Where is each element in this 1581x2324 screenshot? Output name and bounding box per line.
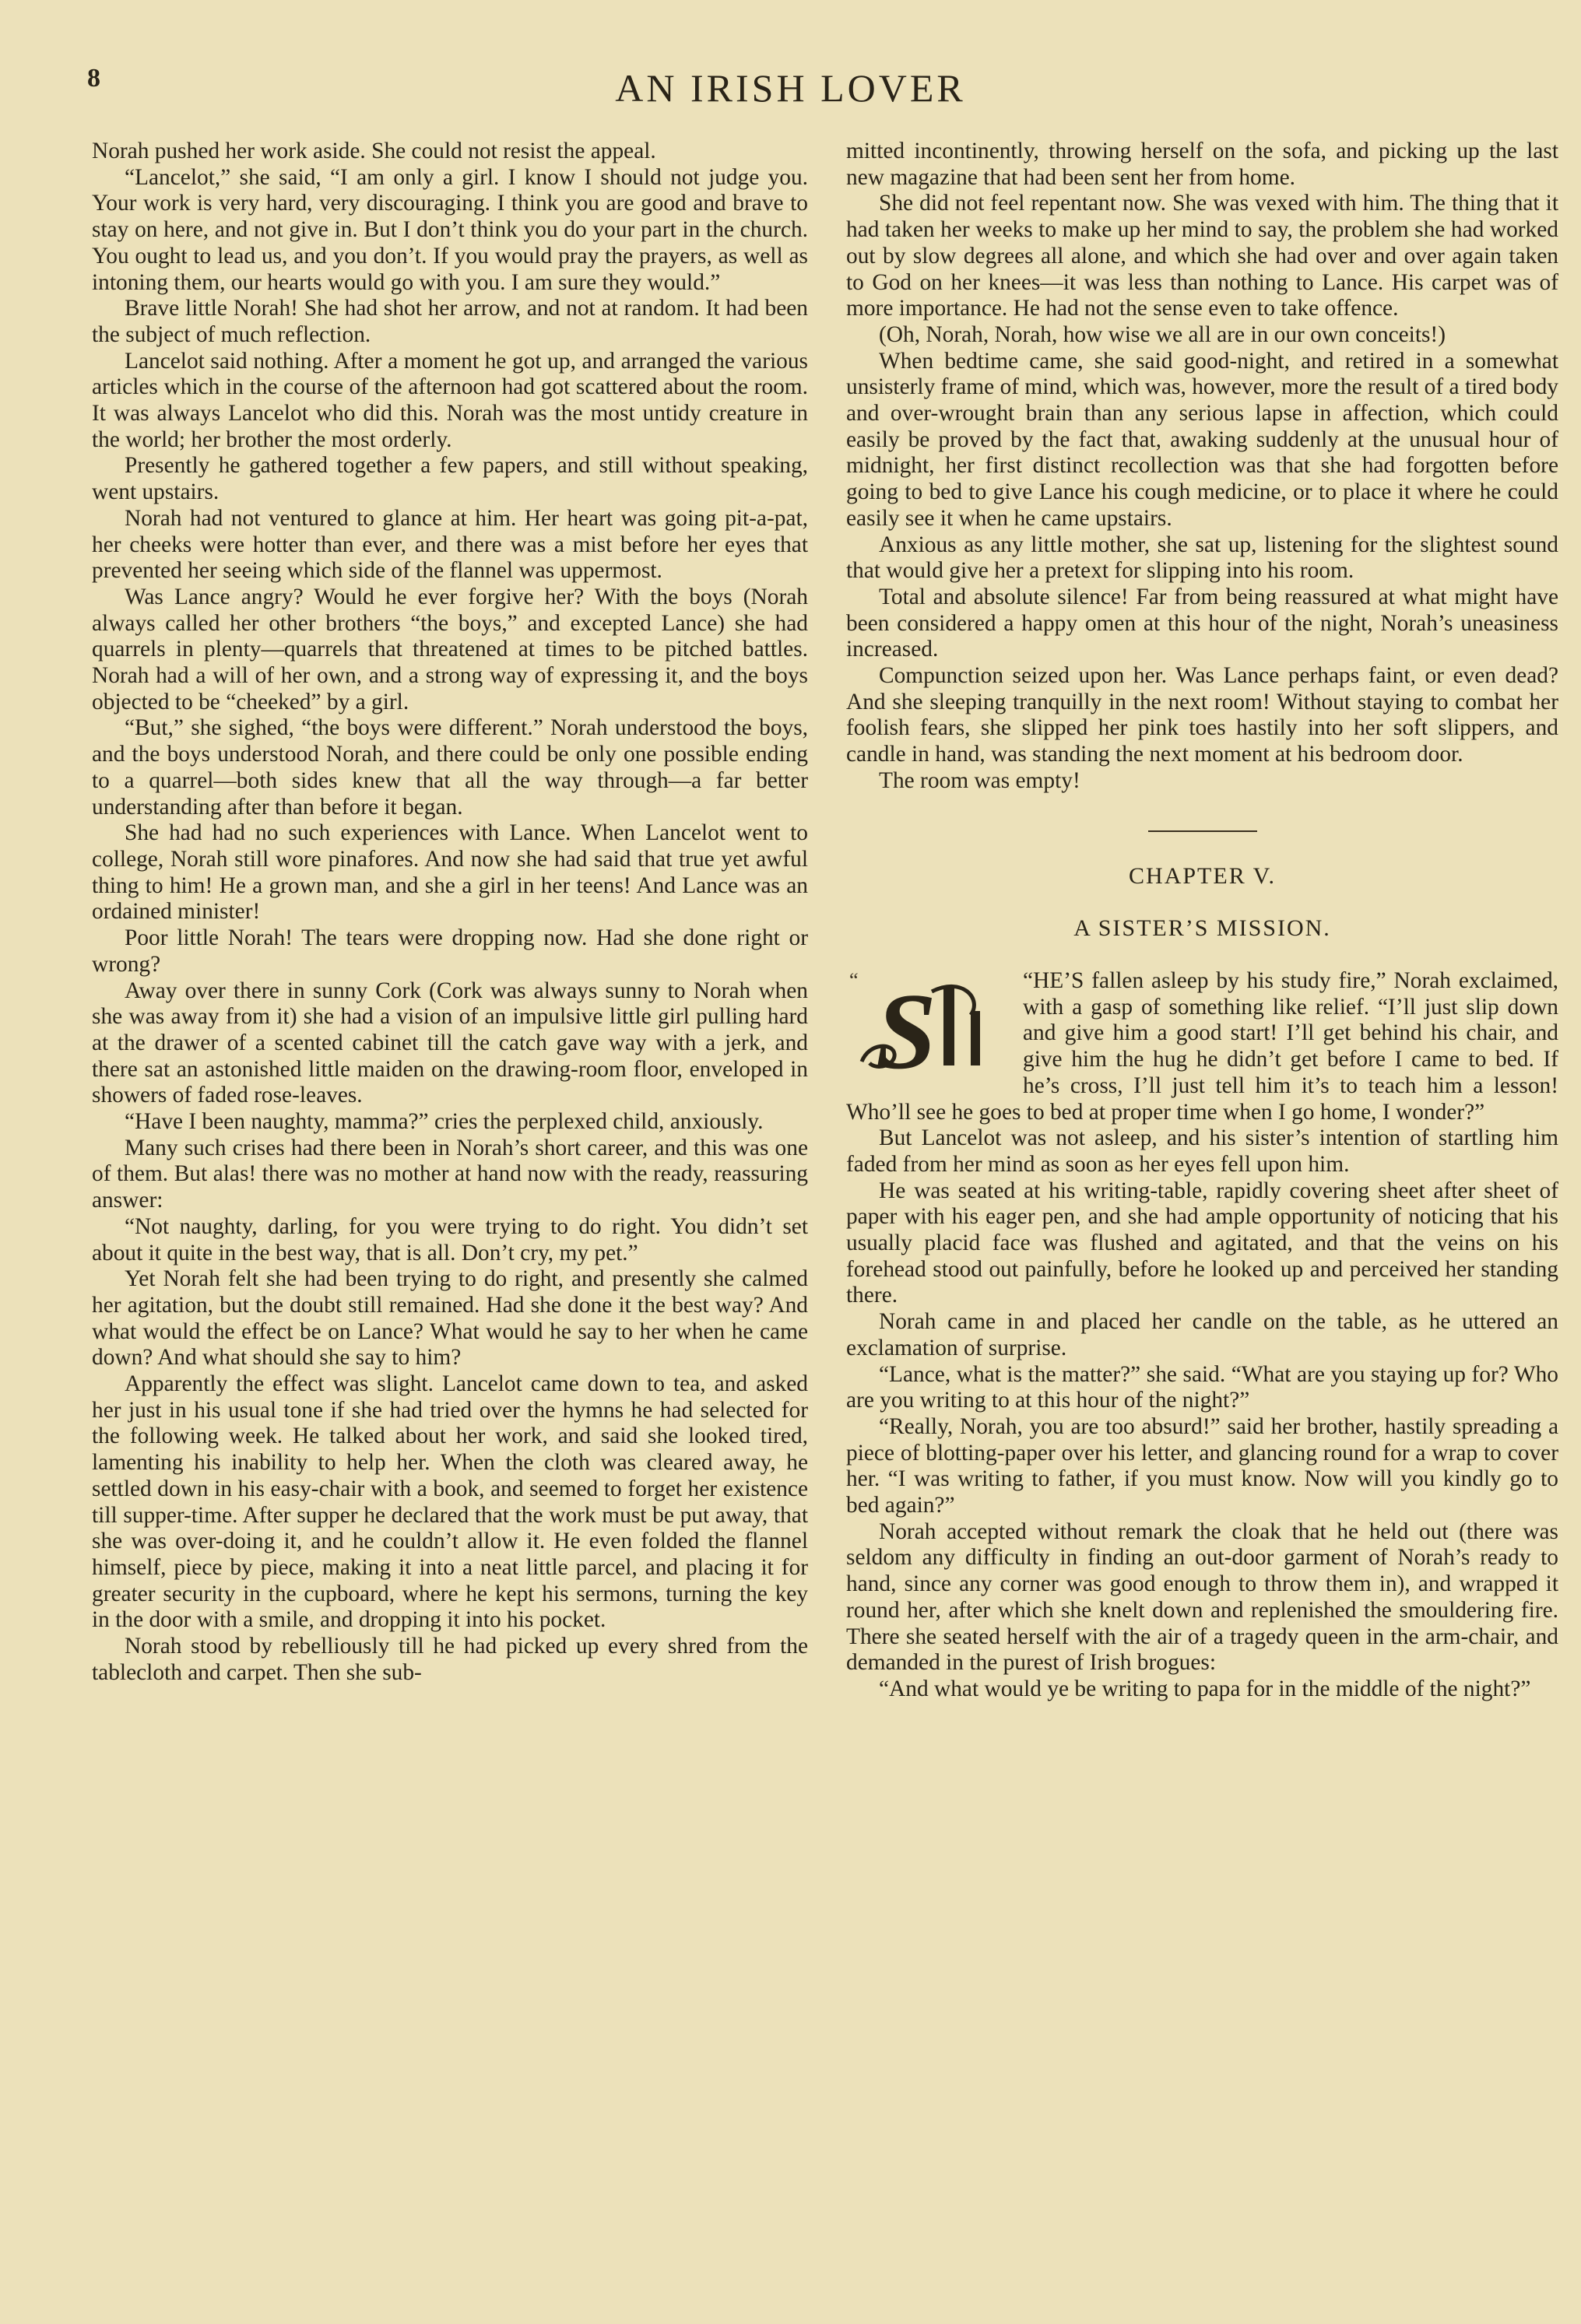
- paragraph: Brave little Norah! She had shot her arrow, and not at random. It had been the subject of much reflection.: [92, 296, 808, 347]
- paragraph: Was Lance angry? Would he ever forgive her? With the boys (Norah always called her other brothers “the boys,” and excepted Lance) she had quarrels in plenty—quarrels that threatened at times to be pitched battles. Norah had a will of her own, and a strong way of expressing it, and the boys objected to be “cheeked” by a girl.: [92, 584, 808, 714]
- chapter-title: A SISTER’S MISSION.: [1073, 915, 1331, 942]
- paragraph: Norah pushed her work aside. She could not resist the appeal.: [92, 139, 656, 163]
- paragraph: “And what would ye be writing to papa for in the middle of the night?”: [879, 1676, 1531, 1701]
- paragraph: She had had no such experiences with Lance. When Lancelot went to college, Norah still wore pinafores. And now she had said that true yet awful thing to him! He a grown man, and she a girl in her teens! And Lance was an ordained minister!: [92, 820, 808, 925]
- paragraph: “Lancelot,” she said, “I am only a girl. I know I should not judge you. Your work is very hard, very discouraging. I think you are good and brave to stay on here, and not give in. But I don’t think you do your part in the church. You ought to lead us, and you don’t. If you would pray the prayers, as well as intoning them, our hearts would go with you. I am sure they would.”: [92, 164, 808, 295]
- paragraph: “Not naughty, darling, for you were trying to do right. You didn’t set about it quite in the best way, that is all. Don’t cry, my pet.”: [92, 1213, 808, 1266]
- paragraph: Away over there in sunny Cork (Cork was always sunny to Norah when she was away from it) she had a vision of an impulsive little girl pulling hard at the drawer of a scented cabinet till the catch gave way with a jerk, and there sat an astonished little maiden on the drawing-room floor, enveloped in showers of faded rose-leaves.: [92, 978, 808, 1108]
- paragraph: “But,” she sighed, “the boys were different.” Norah understood the boys, and the boys understood Norah, and there could be only one possible ending to a quarrel—both sides knew that all the way through—a far better understanding after than before it began.: [92, 715, 808, 820]
- chapter-number: CHAPTER V.: [1129, 862, 1276, 889]
- paragraph: Total and absolute silence! Far from being reassured at what might have been considered a happy omen at this hour of the night, Norah’s uneasiness increased.: [846, 584, 1558, 662]
- paragraph: When bedtime came, she said good-night, and retired in a somewhat unsisterly frame of mind, which was, however, more the result of a tired body and over-wrought brain than any serious lapse in affection, which could easily be proved by the fact that, awaking suddenly at the unusual hour of midnight, her first distinct recollection was that she had forgotten before going to bed to give Lance his cough medicine, or to place it where he could easily see it when he came upstairs.: [846, 348, 1558, 531]
- paragraph: Norah had not ventured to glance at him. Her heart was going pit-a-pat, her cheeks were hotter than ever, and there was a mist before her eyes that prevented her seeing which side of the flannel was uppermost.: [92, 505, 808, 584]
- section-divider: [1148, 830, 1257, 832]
- paragraph: “Have I been naughty, mamma?” cries the perplexed child, anxiously.: [125, 1109, 764, 1135]
- paragraph: “Really, Norah, you are too absurd!” said her brother, hastily spreading a piece of blotting-paper over his letter, and glancing round for a wrap to cover her. “I was writing to father, if you must know. Now will you kindly go to bed again?”: [846, 1413, 1558, 1518]
- decorative-initial-icon: [846, 968, 1014, 1081]
- paragraph: He was seated at his writing-table, rapidly covering sheet after sheet of paper with his eager pen, and she had ample opportunity of noticing that his usually placid face was flushed and agitated, and that the veins on his forehead stood out painfully, before he looked up and perceived her standing there.: [846, 1178, 1558, 1308]
- paragraph: Norah accepted without remark the cloak that he held out (there was seldom any difficulty in finding an out-door garment of Norah’s ready to hand, since any corner was good enough to throw them in), and wrapped it round her, after which she knelt down and replenished the smouldering fire. There she seated herself with the air of a tragedy queen in the arm-chair, and demanded in the purest of Irish brogues:: [846, 1518, 1558, 1676]
- svg-text:S: S: [876, 971, 936, 1081]
- paragraph: (Oh, Norah, Norah, how wise we all are in our own conceits!): [879, 321, 1446, 347]
- paragraph: mitted incontinently, throwing herself on the sofa, and picking up the last new magazine that had been sent her from home.: [846, 139, 1558, 190]
- paragraph: Yet Norah felt she had been trying to do right, and presently she calmed her agitation, but the doubt still remained. Had she done it the best way? And what would the effect be on Lance? What would he say to her when he came down? And what should she say to him?: [92, 1266, 808, 1371]
- page-number: 8: [87, 64, 100, 93]
- paragraph: Anxious as any little mother, she sat up, listening for the slightest sound that would give her a pretext for slipping into his room.: [846, 532, 1558, 584]
- left-column: [92, 139, 808, 1686]
- paragraph: But Lancelot was not asleep, and his sister’s intention of startling him faded from her mind as soon as her eyes fell upon him.: [846, 1125, 1558, 1177]
- paragraph: Norah came in and placed her candle on the table, as he uttered an exclamation of surprise.: [846, 1309, 1558, 1360]
- svg-text:“: “: [849, 968, 859, 992]
- paragraph: Poor little Norah! The tears were dropping now. Had she done right or wrong?: [92, 925, 808, 977]
- running-title: AN IRISH LOVER: [615, 66, 966, 110]
- paragraph: The room was empty!: [879, 767, 1080, 793]
- paragraph: “HE’S fallen asleep by his study fire,” Norah exclaimed, with a gasp of something like relief. “I’ll just slip down and give him a good start! I’ll get behind his chair, and give him the hug he didn’t get before I came to bed. If he’s cross, I’ll just tell him it’s to teach him a lesson! Who’ll see he goes to bed at proper time when I go home, I wonder?”: [846, 967, 1558, 1125]
- paragraph: Many such crises had there been in Norah’s short career, and this was one of them. But alas! there was no mother at hand now with the ready, reassuring answer:: [92, 1135, 808, 1213]
- paragraph: Lancelot said nothing. After a moment he got up, and arranged the various articles which in the course of the afternoon had got scattered about the room. It was always Lancelot who did this. Norah was the most untidy creature in the world; her brother the most orderly.: [92, 348, 808, 452]
- paragraph: Presently he gathered together a few papers, and still without speaking, went upstairs.: [92, 453, 808, 505]
- paragraph: She did not feel repentant now. She was vexed with him. The thing that it had taken her weeks to make up her mind to say, the problem she had worked out by slow degrees all alone, and which she had over and over again taken to God on her knees—it was less than nothing to Lance. His carpet was of more importance. He had not the sense even to take offence.: [846, 191, 1558, 321]
- right-column: [846, 139, 1558, 1703]
- paragraph: “Lance, what is the matter?” she said. “What are you staying up for? Who are you writing to at this hour of the night?”: [846, 1361, 1558, 1413]
- paragraph: Norah stood by rebelliously till he had picked up every shred from the tablecloth and carpet. Then she sub-: [92, 1634, 808, 1685]
- paragraph: Compunction seized upon her. Was Lance perhaps faint, or even dead? And she sleeping tranquilly in the next room! Without staying to combat her foolish fears, she slipped her pink toes hastily into her soft slippers, and candle in hand, was standing the next moment at his bedroom door.: [846, 663, 1558, 767]
- paragraph: Apparently the effect was slight. Lancelot came down to tea, and asked her just in his usual tone if she had tried over the hymns he had selected for the following week. He talked about her work, and said she looked tired, lamenting his inability to help her. When the cloth was cleared away, he settled down in his easy-chair with a book, and seemed to forget her existence till supper-time. After supper he declared that the work must be put away, that she was over-doing it, and he couldn’t allow it. He even folded the flannel himself, piece by piece, making it into a neat little parcel, and placing it for greater security in the cupboard, where he kept his sermons, turning the key in the door with a smile, and dropping it into his pocket.: [92, 1371, 808, 1633]
